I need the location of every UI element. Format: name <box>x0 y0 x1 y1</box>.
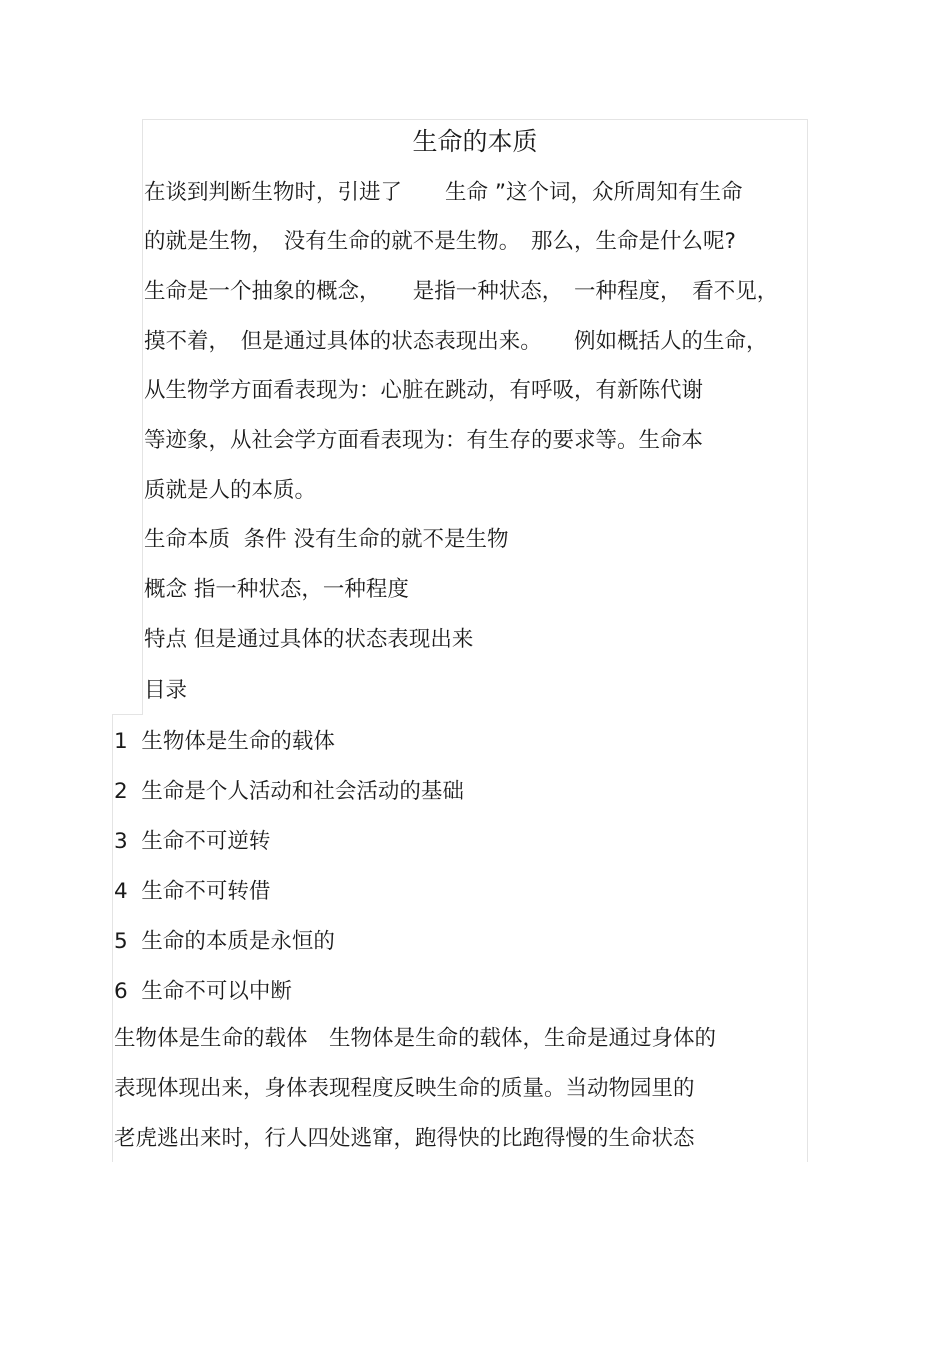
toc-item-4[interactable]: 4 生命不可转借 <box>114 879 271 904</box>
intro-line-1: 在谈到判断生物时，引进了 生命 ”这个词，众所周知有生命 <box>144 180 743 205</box>
toc-item-6[interactable]: 6 生命不可以中断 <box>114 979 292 1004</box>
intro-line-3: 生命是一个抽象的概念， 是指一种状态， 一种程度， 看不见， <box>144 279 779 304</box>
intro-line-7: 质就是人的本质。 <box>144 478 317 503</box>
summary-line-feature: 特点 但是通过具体的状态表现出来 <box>144 627 474 652</box>
section-line-3: 老虎逃出来时，行人四处逃窜，跑得快的比跑得慢的生命状态 <box>114 1126 695 1151</box>
toc-item-5[interactable]: 5 生命的本质是永恒的 <box>114 929 335 954</box>
toc-heading: 目录 <box>144 678 188 703</box>
intro-line-2: 的就是生物， 没有生命的就不是生物。 那么，生命是什么呢? <box>144 229 736 254</box>
section-line-1: 生物体是生命的载体 生物体是生命的载体，生命是通过身体的 <box>114 1026 717 1051</box>
toc-item-3[interactable]: 3 生命不可逆转 <box>114 829 271 854</box>
toc-item-1[interactable]: 1 生物体是生命的载体 <box>114 729 335 754</box>
document-title: 生命的本质 <box>412 127 538 156</box>
intro-line-5: 从生物学方面看表现为：心脏在跳动，有呼吸，有新陈代谢 <box>144 378 704 403</box>
summary-line-essence: 生命本质 条件 没有生命的就不是生物 <box>144 527 509 552</box>
intro-line-6: 等迹象，从社会学方面看表现为：有生存的要求等。生命本 <box>144 428 704 453</box>
section-line-2: 表现体现出来，身体表现程度反映生命的质量。当动物园里的 <box>114 1076 695 1101</box>
toc-item-2[interactable]: 2 生命是个人活动和社会活动的基础 <box>114 779 464 804</box>
intro-line-4: 摸不着， 但是通过具体的状态表现出来。 例如概括人的生命， <box>144 329 768 354</box>
summary-line-concept: 概念 指一种状态，一种程度 <box>144 577 409 602</box>
